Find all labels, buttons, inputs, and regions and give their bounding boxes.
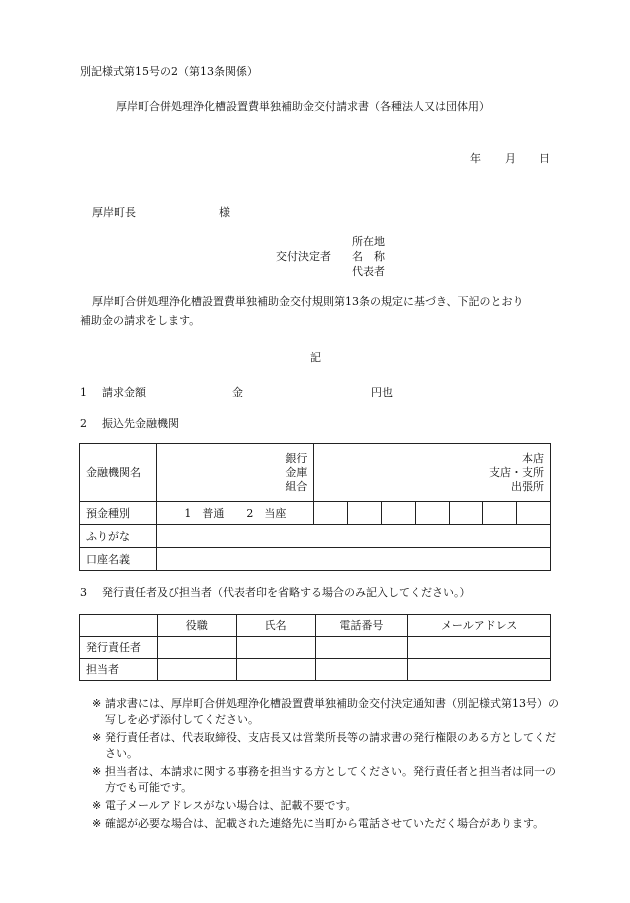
account-digit-1[interactable] [314,502,348,525]
body-text-line-1: 厚岸町合併処理浄化槽設置費単独補助金交付規則第13条の規定に基づき、下記のとおり [92,295,524,308]
account-digit-7[interactable] [517,502,551,525]
resp-row-label-contact: 担当者 [80,659,158,681]
branch-type-cell[interactable] [314,444,551,502]
note-item: ※ 確認が必要な場合は、記載された連絡先に当町から電話させていただく場合があります。 [92,817,545,830]
note-item: ※ 電子メールアドレスがない場合は、記載不要です。 [92,799,357,812]
ki-heading: 記 [310,351,321,364]
branch-type-shiten: 支店・支所 [489,465,544,479]
addressee-name: 厚岸町長 [92,206,136,219]
date-month: 月 [505,152,516,165]
issuer-position-field[interactable] [157,637,236,659]
notes-list [92,696,562,834]
resp-header-email: メールアドレス [408,615,551,637]
contact-name-field[interactable] [236,659,315,681]
account-name-field[interactable] [157,548,551,571]
bank-type-cell[interactable] [157,444,314,502]
note-item: ※ 担当者は、本請求に関する事務を担当する方としてください。発行責任者と担当者は同一の方でも可能です。 [92,765,556,794]
date-day: 日 [539,152,550,165]
note-item: ※ 発行責任者は、代表取締役、支店長又は営業所長等の請求書の発行権限のある方としてください。 [92,731,556,760]
contact-email-field[interactable] [408,659,551,681]
date-year: 年 [470,152,481,165]
account-digit-3[interactable] [381,502,415,525]
resp-header-phone: 電話番号 [315,615,408,637]
body-text-line-2: 補助金の請求をします。 [80,314,201,327]
bank-table [79,443,551,571]
institution-label: 金融機関名 [80,444,157,502]
note-item: ※ 請求書には、厚岸町合併処理浄化槽設置費単独補助金交付決定通知書（別記様式第13号）の写しを必ず添付してください。 [92,697,559,726]
issuer-name-field[interactable] [236,637,315,659]
section-2-label: 振込先金融機関 [102,417,179,430]
branch-type-shucchojo: 出張所 [511,479,544,493]
resp-header-blank [80,615,158,637]
amount-kin: 金 [232,386,243,399]
section-3-number: 3 [80,586,87,599]
resp-header-position: 役職 [157,615,236,637]
account-name-label: 口座名義 [80,548,157,571]
applicant-field-name: 名 称 [352,250,385,263]
contact-phone-field[interactable] [315,659,408,681]
contact-position-field[interactable] [157,659,236,681]
section-1-number: 1 [80,386,87,399]
applicant-field-representative: 代表者 [352,265,385,278]
furigana-label: ふりがな [80,525,157,548]
account-digit-6[interactable] [483,502,517,525]
account-digit-2[interactable] [348,502,382,525]
deposit-options[interactable]: 1 普通 2 当座 [157,502,314,525]
bank-type-kumiai: 組合 [285,479,308,493]
addressee-honorific: 様 [219,206,230,219]
section-3-label: 発行責任者及び担当者（代表者印を省略する場合のみ記入してください。） [102,586,471,599]
amount-enya: 円也 [371,386,393,399]
furigana-field[interactable] [157,525,551,548]
account-digit-5[interactable] [449,502,483,525]
form-number: 別記様式第15号の2（第13条関係） [80,65,258,78]
applicant-field-address: 所在地 [352,235,385,248]
deposit-label: 預金種別 [80,502,157,525]
applicant-role: 交付決定者 [276,250,331,263]
document-title: 厚岸町合併処理浄化槽設置費単独補助金交付請求書（各種法人又は団体用） [116,100,490,113]
account-digit-4[interactable] [415,502,449,525]
branch-type-honten: 本店 [522,451,544,465]
responsible-table [79,614,551,681]
resp-header-name: 氏名 [236,615,315,637]
section-2-number: 2 [80,417,87,430]
issuer-email-field[interactable] [408,637,551,659]
issuer-phone-field[interactable] [315,637,408,659]
bank-type-ginko: 銀行 [285,451,308,465]
bank-type-kinko: 金庫 [285,465,308,479]
resp-row-label-issuer: 発行責任者 [80,637,158,659]
section-1-label: 請求金額 [102,386,146,399]
